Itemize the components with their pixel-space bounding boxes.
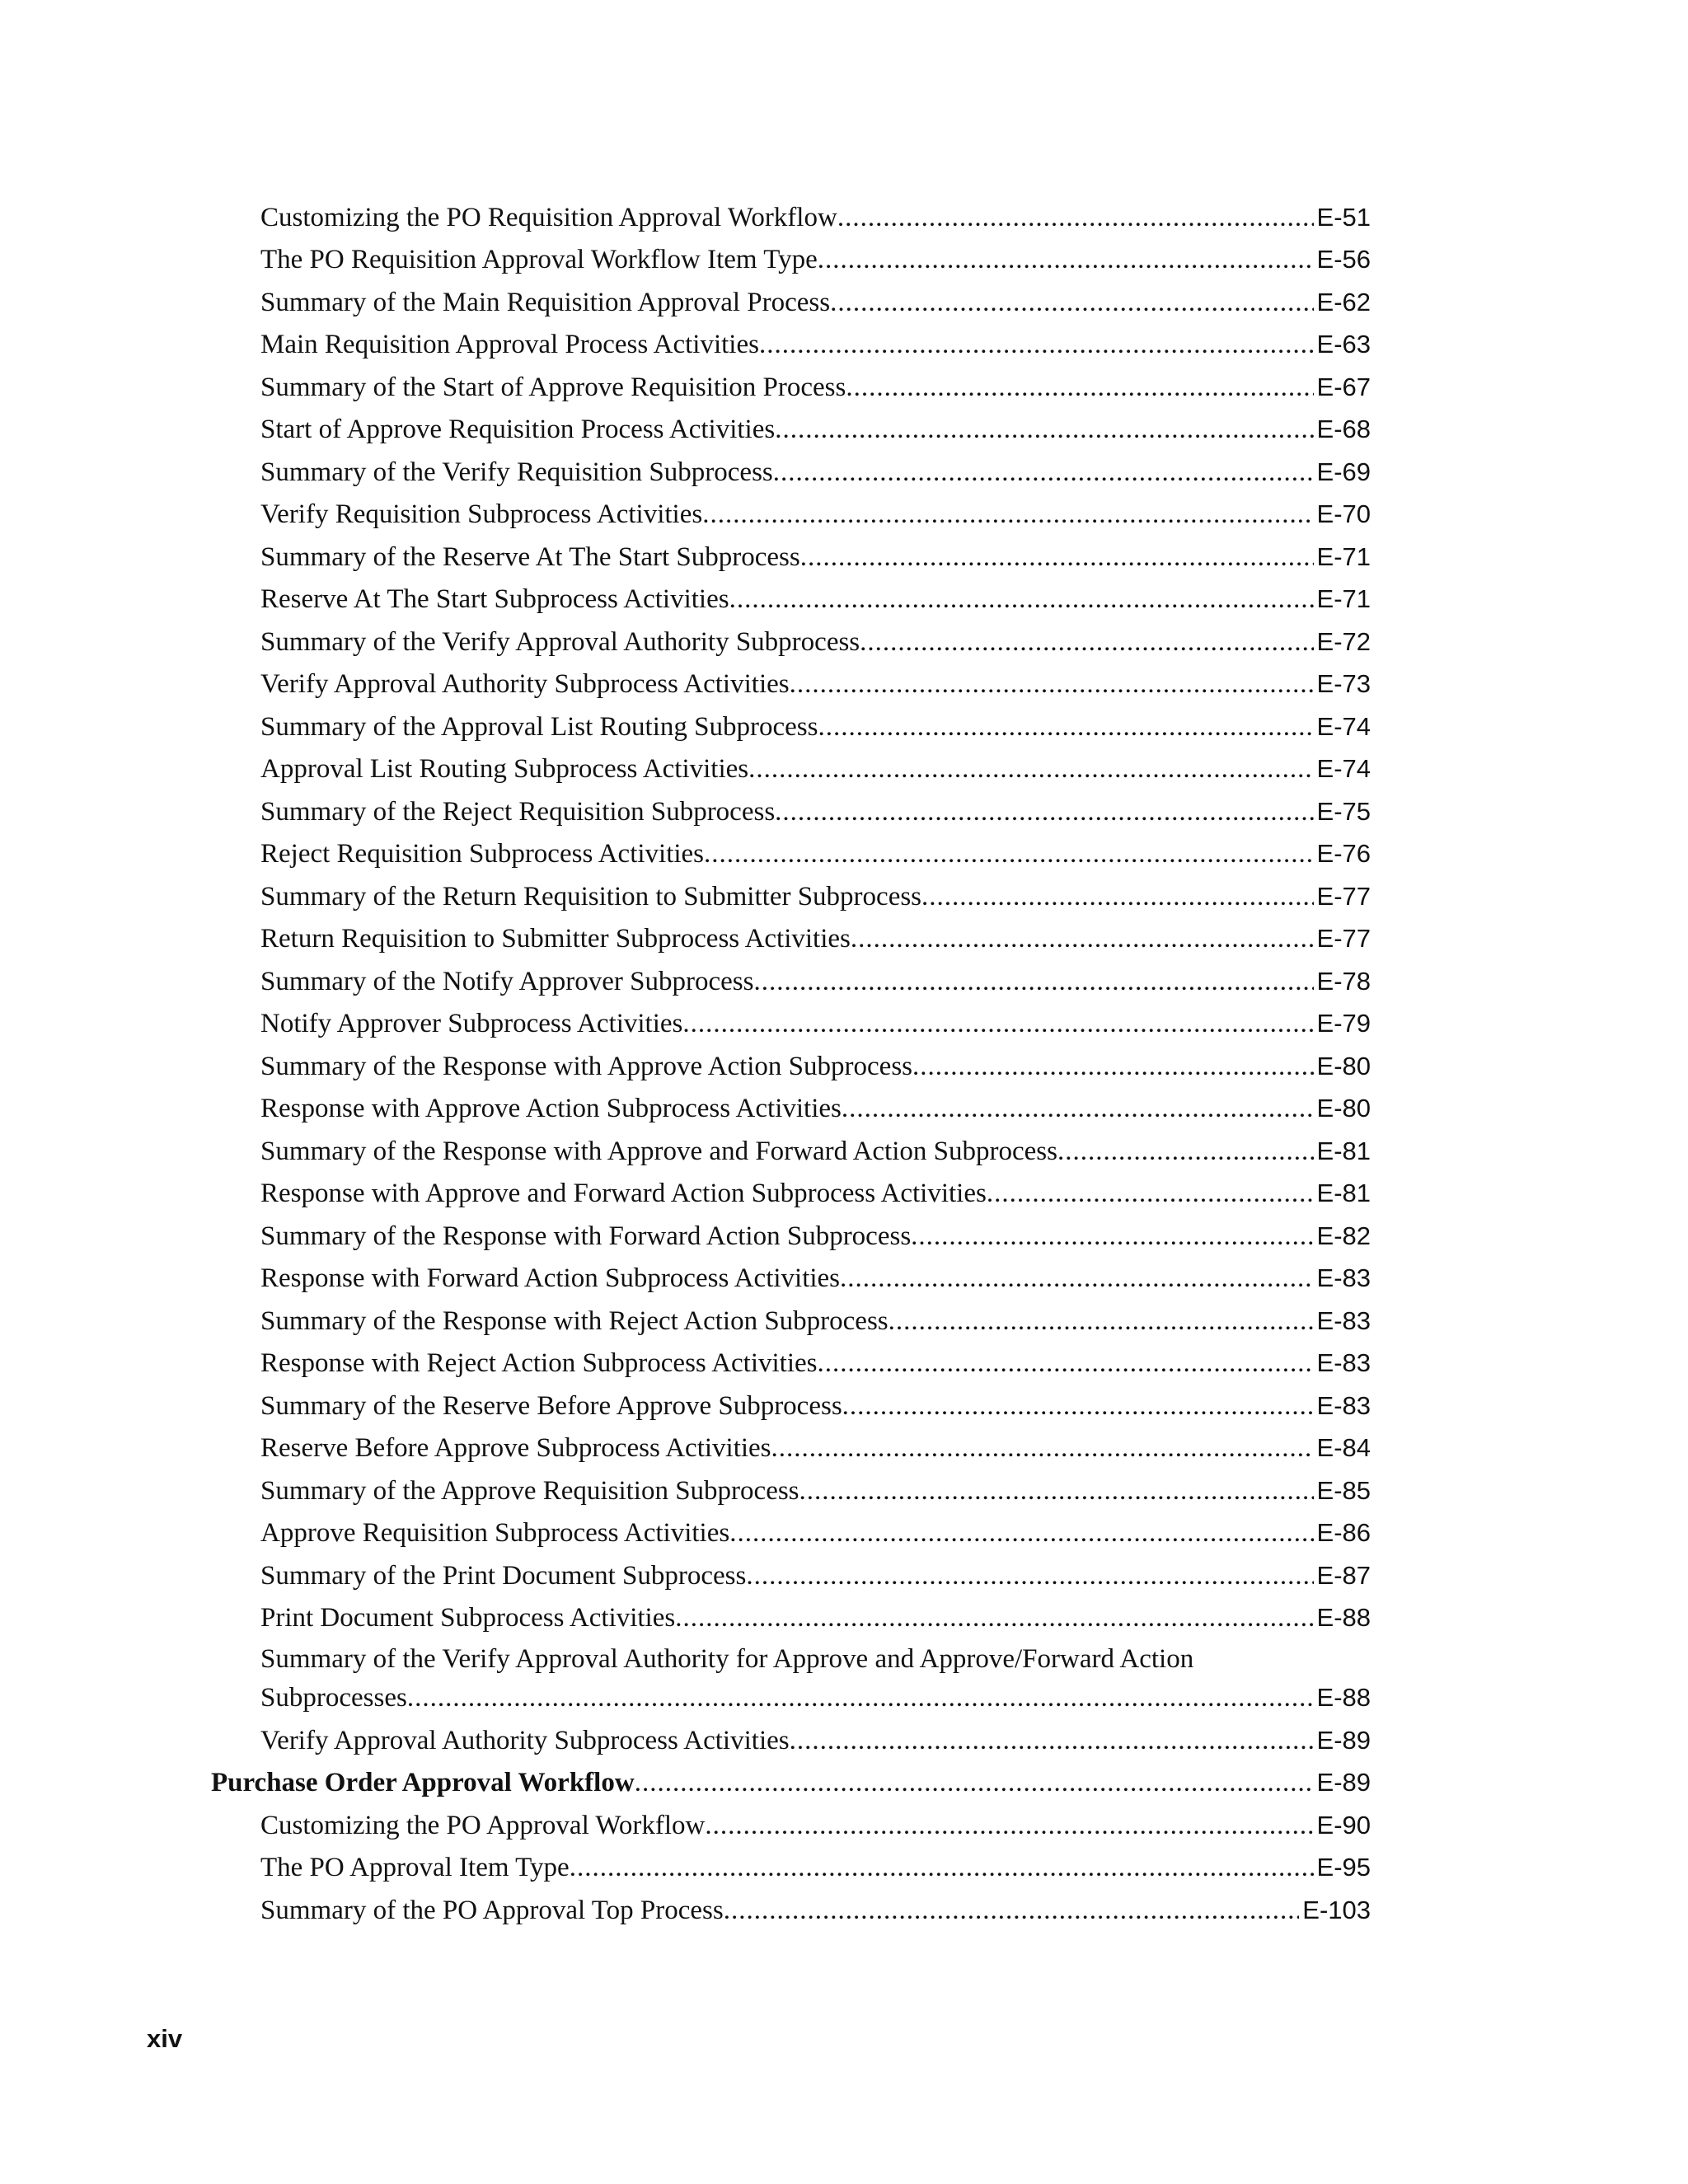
toc-page-number: E-83 [1316,1305,1371,1335]
dot-leader [921,880,1313,913]
dot-leader [790,1724,1314,1757]
toc-entry-title: Reject Requisition Subprocess Activities [260,839,705,869]
dot-leader [1057,1135,1314,1168]
table-of-contents [0,198,1688,1933]
dot-leader [987,1177,1314,1210]
toc-entry[interactable] [0,410,1688,453]
dot-leader [746,1559,1313,1592]
dot-leader [818,710,1313,743]
toc-page-number: E-72 [1316,626,1371,656]
toc-entry-title: Summary of the Response with Forward Action Subprocess [260,1221,912,1251]
toc-entry[interactable] [0,1090,1688,1132]
toc-entry[interactable] [0,835,1688,878]
toc-entry[interactable] [0,1259,1688,1302]
toc-entry-title: Approval List Routing Subprocess Activities [260,754,749,784]
toc-entry[interactable] [0,1386,1688,1429]
toc-page-number: E-95 [1316,1853,1371,1882]
dot-leader [702,498,1313,531]
toc-entry[interactable] [0,1806,1688,1849]
toc-page-number: E-67 [1316,372,1371,401]
toc-page-number: E-90 [1316,1810,1371,1840]
toc-entry-title: The PO Requisition Approval Workflow Item Type [260,245,818,274]
dot-leader [773,456,1314,489]
toc-page-number: E-74 [1316,711,1371,741]
dot-leader [570,1851,1314,1884]
toc-page-number: E-70 [1316,499,1371,528]
dot-leader [759,328,1314,361]
toc-entry-title: Response with Forward Action Subprocess Activities [260,1263,841,1293]
dot-leader [842,1390,1314,1422]
dot-leader [705,1809,1313,1842]
toc-page-number: E-78 [1316,966,1371,996]
dot-leader [775,795,1313,828]
toc-page-number: E-87 [1316,1560,1371,1590]
toc-entry[interactable] [0,1301,1688,1344]
toc-entry-title: Summary of the Print Document Subprocess [260,1560,747,1591]
dot-leader [704,837,1313,870]
dot-leader [729,1516,1313,1549]
toc-entry-title: Summary of the Main Requisition Approval Process [260,287,831,317]
toc-entry[interactable] [0,750,1688,793]
toc-entry-title: Reserve At The Start Subprocess Activities [260,584,729,614]
toc-entry-title: Verify Requisition Subprocess Activities [260,499,703,529]
dot-leader [771,1432,1314,1465]
toc-page-number: E-84 [1316,1433,1371,1462]
toc-page-number: E-81 [1316,1179,1371,1207]
toc-page-number: E-80 [1316,1051,1371,1080]
toc-entry[interactable] [0,1047,1688,1090]
toc-page-number: E-103 [1302,1895,1371,1924]
toc-page-number: E-80 [1316,1094,1371,1122]
toc-page-number: E-82 [1316,1221,1371,1250]
toc-entry-title: Start of Approve Requisition Process Activities [260,415,776,444]
toc-entry-title: Subprocesses [260,1683,407,1713]
toc-page-number: E-77 [1316,924,1371,953]
toc-entry-title: Main Requisition Approval Process Activities [260,330,759,359]
toc-entry-title: Return Requisition to Submitter Subprocess Activities [260,924,851,954]
toc-entry[interactable] [0,1471,1688,1514]
toc-entry[interactable] [0,1005,1688,1047]
toc-entry-title: Summary of the Return Requisition to Submitter Subprocess [260,881,922,912]
toc-entry[interactable] [0,283,1688,326]
toc-entry[interactable] [0,1556,1688,1599]
toc-entry[interactable] [0,1216,1688,1259]
toc-page-number: E-74 [1316,754,1371,783]
toc-entry-title: Summary of the Reserve Before Approve Subprocess [260,1390,842,1421]
toc-page-number: E-56 [1316,245,1371,274]
toc-page-number: E-89 [1316,1768,1371,1797]
toc-entry-title: Response with Approve Action Subprocess Activities [260,1094,842,1123]
toc-section-entry[interactable] [0,1764,1688,1807]
dot-leader [851,922,1314,955]
toc-page-number: E-83 [1316,1348,1371,1377]
toc-page-number: E-77 [1316,881,1371,911]
dot-leader [748,752,1313,785]
dot-leader [675,1601,1313,1634]
dot-leader [635,1766,1314,1799]
toc-entry[interactable] [0,368,1688,410]
toc-entry[interactable] [0,326,1688,368]
toc-entry-title: Summary of the Approval List Routing Subprocess [260,711,818,742]
toc-page-number: E-88 [1316,1603,1371,1632]
toc-entry[interactable] [0,1132,1688,1174]
toc-entry-title: Summary of the Response with Reject Action Subprocess [260,1305,889,1336]
toc-entry[interactable] [0,495,1688,538]
toc-entry[interactable] [0,580,1688,623]
toc-entry[interactable] [0,1721,1688,1764]
toc-page-number: E-71 [1316,584,1371,613]
dot-leader [830,286,1313,319]
toc-entry-title: Notify Approver Subprocess Activities [260,1009,683,1038]
toc-entry-title: Approve Requisition Subprocess Activities [260,1518,730,1548]
toc-entry-title: Summary of the Verify Requisition Subprocess [260,457,773,487]
toc-entry-title: Summary of the Verify Approval Authority Subprocess [260,626,860,657]
dot-leader [775,413,1313,446]
toc-entry[interactable] [0,1429,1688,1472]
dot-leader [724,1894,1300,1927]
toc-entry-title: Summary of the Reserve At The Start Subprocess [260,541,800,572]
toc-entry-title: Summary of the Start of Approve Requisition Process [260,372,846,402]
toc-entry[interactable] [0,792,1688,835]
dot-leader [911,1220,1313,1253]
toc-entry-title: Verify Approval Authority Subprocess Activities [260,669,790,699]
toc-page-number: E-88 [1316,1683,1371,1712]
toc-page-number: E-63 [1316,330,1371,359]
toc-entry-title: Summary of the PO Approval Top Process [260,1895,724,1925]
toc-entry[interactable] [0,1514,1688,1557]
toc-page-number: E-69 [1316,457,1371,486]
toc-entry-title: Summary of the Notify Approver Subprocess [260,966,754,996]
toc-page-number: E-79 [1316,1009,1371,1038]
toc-page-number: E-68 [1316,415,1371,443]
dot-leader [818,243,1314,276]
toc-entry[interactable] [0,1599,1688,1642]
toc-entry-title: Summary of the Reject Requisition Subprocess [260,796,776,827]
toc-page-number: E-51 [1316,202,1371,232]
toc-entry-title: Verify Approval Authority Subprocess Activities [260,1725,790,1755]
toc-entry[interactable] [0,665,1688,708]
toc-page-number: E-83 [1316,1390,1371,1420]
toc-entry[interactable] [0,1849,1688,1891]
toc-entry-title: Response with Reject Action Subprocess Activities [260,1348,818,1378]
dot-leader [682,1007,1313,1040]
toc-entry-title: Customizing the PO Requisition Approval Workflow [260,202,837,232]
toc-entry[interactable] [0,198,1688,241]
toc-entry[interactable] [0,877,1688,920]
dot-leader [790,668,1314,701]
toc-entry-title: Reserve Before Approve Subprocess Activities [260,1433,771,1463]
dot-leader [799,1474,1314,1507]
dot-leader [840,1262,1313,1295]
dot-leader [754,965,1314,998]
dot-leader [837,201,1314,234]
dot-leader [800,541,1314,574]
dot-leader [889,1305,1314,1338]
dot-leader [729,583,1314,616]
toc-section-title: Purchase Order Approval Workflow [211,1768,635,1797]
dot-leader [860,626,1313,658]
toc-entry[interactable] [0,537,1688,580]
toc-page-number: E-73 [1316,669,1371,698]
dot-leader [846,371,1313,404]
toc-page-number: E-85 [1316,1475,1371,1505]
toc-entry-title: Summary of the Response with Approve and Forward Action Subprocess [260,1136,1057,1166]
toc-entry[interactable] [0,1641,1688,1721]
toc-entry[interactable] [0,707,1688,750]
toc-entry[interactable] [0,1344,1688,1387]
toc-entry-title: Customizing the PO Approval Workflow [260,1810,706,1840]
toc-entry-title: Response with Approve and Forward Action Subprocess Activities [260,1179,987,1208]
toc-entry[interactable] [0,452,1688,495]
toc-page-number: E-89 [1316,1725,1371,1755]
toc-page-number: E-86 [1316,1518,1371,1547]
toc-page-number: E-71 [1316,541,1371,571]
dot-leader [842,1092,1314,1125]
toc-entry[interactable] [0,920,1688,963]
toc-entry[interactable] [0,962,1688,1005]
toc-page-number: E-83 [1316,1263,1371,1292]
toc-page-number: E-62 [1316,287,1371,316]
toc-page-number: E-76 [1316,839,1371,868]
toc-entry-title: The PO Approval Item Type [260,1853,570,1882]
dot-leader [912,1050,1314,1083]
page-folio: xiv [147,2024,183,2053]
toc-entry-title: Summary of the Approve Requisition Subprocess [260,1475,799,1506]
toc-entry[interactable] [0,241,1688,284]
toc-entry[interactable] [0,1174,1688,1217]
dot-leader [818,1347,1314,1380]
toc-entry-title: Summary of the Response with Approve Action Subprocess [260,1051,913,1081]
toc-page-number: E-75 [1316,796,1371,826]
toc-entry[interactable] [0,1891,1688,1933]
toc-page-number: E-81 [1316,1136,1371,1165]
toc-entry[interactable] [0,622,1688,665]
toc-entry-title: Print Document Subprocess Activities [260,1603,676,1633]
toc-entry-title-line1: Summary of the Verify Approval Authority for Approve and Approve/Forward Action [260,1644,1194,1674]
dot-leader [407,1681,1314,1714]
